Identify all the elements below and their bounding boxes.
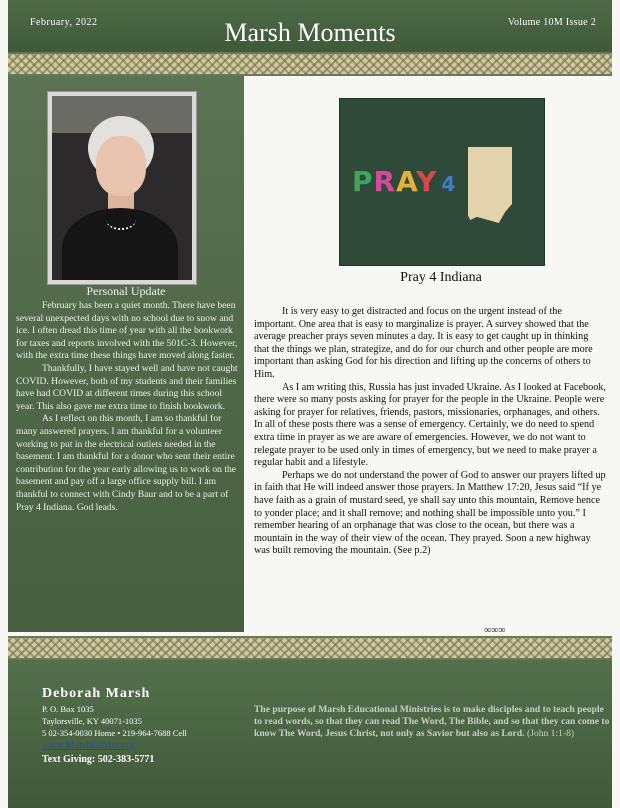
- phone-numbers: 5 02-354-0030 Home • 219-964-7688 Cell: [42, 728, 187, 738]
- footer-contact: [8, 660, 612, 808]
- po-box: P. O. Box 1035: [42, 704, 94, 714]
- decorative-band-top: [8, 52, 612, 76]
- indiana-shape-icon: [468, 147, 512, 223]
- sidebar-paragraph: February has been a quiet month. There have been several unexpected days with no school due to snow and ice. I often dread this time of year with all the bookwork for taxes and reports involved with the 501C-3. However, with the extra time these things have moved along faster.: [16, 300, 238, 362]
- ornament-divider: ∞∞∞: [484, 625, 506, 636]
- article-paragraph: It is very easy to get distracted and focus on the urgent instead of the important. One area that is easy to marginalize is prayer. A survey showed that the average preacher prays seven minutes a day. It is easy to get caught up in thinking that the things we plan, strategize, and do for our church and other people are more important than asking God for his direction and lifting up the concerns of others to Him.: [254, 306, 593, 380]
- newsletter-page: [8, 0, 612, 808]
- decorative-band-bottom: [8, 636, 612, 660]
- article-body: [254, 306, 606, 558]
- article-paragraph: Perhaps we do not understand the power of God to answer our prayers lifted up in faith that He will indeed answer those prayers. In Matthew 17:20, Jesus said “If ye have faith as a grain of mustard seed, ye shall say unto this mountain, Remove hence to yonder place; and it shall remove; and nothing shall be impossible unto you.” I remember hearing of an orphanage that was close to the ocean, but there was a mountain in the way of their view of the ocean. They prayed. Soon a new highway was built removing the mountain. (See p.2): [254, 469, 606, 557]
- issue-date: February, 2022: [30, 17, 98, 28]
- scripture-reference: (John 1:1-8): [526, 728, 575, 739]
- pray-4-indiana-photo: [339, 98, 545, 266]
- mission-statement: [254, 704, 614, 740]
- website-link[interactable]: www.MarshEdMin.org: [42, 740, 135, 751]
- personal-update-text: [16, 300, 238, 514]
- portrait-photo: [48, 92, 196, 284]
- article-title: Pray 4 Indiana: [400, 270, 482, 285]
- text-giving: Text Giving: 502-383-5771: [42, 754, 155, 765]
- pray-letters: PRAY 4: [352, 165, 457, 198]
- sidebar-paragraph: Thankfully, I have stayed well and have not caught COVID. However, both of my students and their families have had COVID at different times during this school year. This also gave me extra time to finish bookwork.: [16, 362, 238, 412]
- article-paragraph: As I am writing this, Russia has just invaded Ukraine. As I looked at Facebook, there were so many posts asking for prayer for the people in the Ukraine. People were asking for prayer for relatives, friends, pastors, missionaries, orphanages, and others. In all of these posts there was a sense of emergency. Certainly, we do need to spend extra time in prayer as we are aware of emergencies. However, we do not want to relegate prayer to be used only in times of emergency, but we need to make prayer a regular habit and a lifestyle.: [254, 381, 606, 469]
- author-name: Deborah Marsh: [42, 686, 151, 701]
- personal-update-heading: Personal Update: [86, 284, 166, 298]
- sidebar-personal-update: [8, 76, 244, 632]
- newsletter-title: Marsh Moments: [224, 18, 396, 47]
- masthead: [8, 0, 612, 52]
- volume-issue: Volume 10M Issue 2: [507, 17, 596, 28]
- city-address: Taylorsville, KY 40071-1035: [42, 716, 142, 726]
- purpose-text: The purpose of Marsh Educational Ministries is to make disciples and to teach people to read words, so that they can read The Word, The Bible, and so that they can come to know The Word, Jesus Christ, not only as Savior but also as Lord.: [254, 704, 610, 739]
- sidebar-paragraph: As I reflect on this month, I am so thankful for many answered prayers. I am thankful for a volunteer working to put in the electrical outlets needed in the basement. I am thankful for a donor who sent their entire contribution for the year early allowing us to work on the basement and pay off a large office supply bill. I am thankful to connect with Cindy Baur and to be a part of Pray 4 Indiana. God leads.: [16, 413, 237, 513]
